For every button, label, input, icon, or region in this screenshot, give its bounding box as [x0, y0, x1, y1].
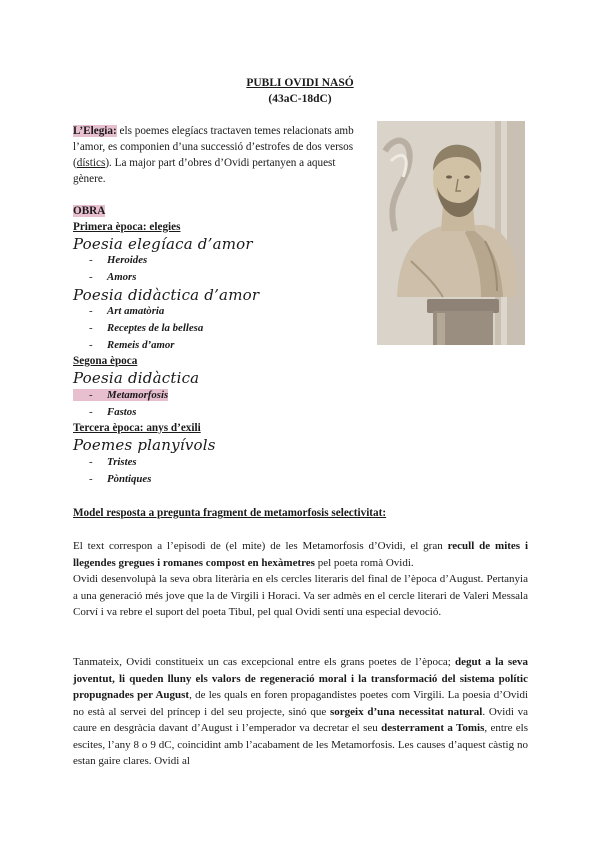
elegia-label: L’Elegia: [73, 125, 117, 137]
work-item: - Amors [89, 271, 137, 283]
work-item: - Tristes [89, 456, 137, 468]
work-item: - Receptes de la bellesa [89, 322, 204, 334]
elegia-text-1: els poemes elegíacs tractaven temes relacionats amb l’amor, es componien d’una successió d’estrofes de dos versos ( [73, 125, 354, 169]
work-item: - Fastos [89, 406, 137, 418]
work-item-metamorfosis: - Metamorfosis [73, 389, 168, 401]
ovid-bust-illustration [377, 121, 525, 345]
paragraph-1: El text correspon a l’episodi de (el mite) de les Metamorfosis d’Ovidi, el gran recull de mites i llegendes gregues i romanes compost en hexàmetres pel poeta romà Ovidi. Ovidi desenvolupà la seva obra literària en els cercles literaris del final de l’època d’August. Pertanyia a una generació més jove que la de Virgili i Horaci. Va ser admès en el cercle literari de Valeri Messala Corví i va rebre el suport del poeta Tibul, pel qual Ovidi sentí una especial devoció. [73, 540, 529, 618]
era-1-heading: Primera època: elegies [73, 221, 181, 233]
elegia-text-2: ). La major part d’obres d’Ovidi pertanyen a aquest gènere. [73, 157, 336, 185]
genre-didactic-love: Poesia didàctica d’amor [73, 286, 260, 304]
document-title: PUBLI OVIDI NASÓ [246, 77, 354, 89]
genre-didactic: Poesia didàctica [73, 369, 200, 387]
work-item: - Heroides [89, 254, 148, 266]
document-dates: (43aC-18dC) [268, 93, 332, 105]
era-2-heading: Segona època [73, 355, 138, 367]
elegia-intro [73, 123, 365, 187]
genre-elegiac-love: Poesia elegíaca d’amor [73, 235, 253, 253]
work-item: - Pòntiques [89, 473, 152, 485]
model-answer-heading: Model resposta a pregunta fragment de metamorfosis selectivitat: [73, 507, 387, 519]
works-heading: OBRA [73, 205, 106, 217]
work-item: - Art amatòria [89, 305, 165, 317]
genre-laments: Poemes planyívols [73, 436, 216, 454]
work-item: - Remeis d’amor [89, 339, 175, 351]
elegia-disticos: dístics [76, 157, 106, 169]
ovid-bust-image [377, 121, 525, 345]
paragraph-2: Tanmateix, Ovidi constitueix un cas excepcional entre els grans poetes de l’època; degut a la seva joventut, li queden lluny els valors de regeneració moral i la transformació del sistema polític propugnades per August, de les quals en foren propagandistes poetes com Virgili. La poesia d’Ovidi no està al servei del príncep i del seu projecte, sinó que sorgeix d’una necessitat natural. Ovidi va caure en desgràcia davant d’August i l’emperador va decretar el seu desterrament a Tomis, entre els escites, l’any 8 o 9 dC, coincidint amb l’acabament de les Metamorfosis. Les causes d’aquest càstig no estan gaire clares. Ovidi al [73, 656, 529, 767]
era-3-heading: Tercera època: anys d’exili [73, 422, 201, 434]
